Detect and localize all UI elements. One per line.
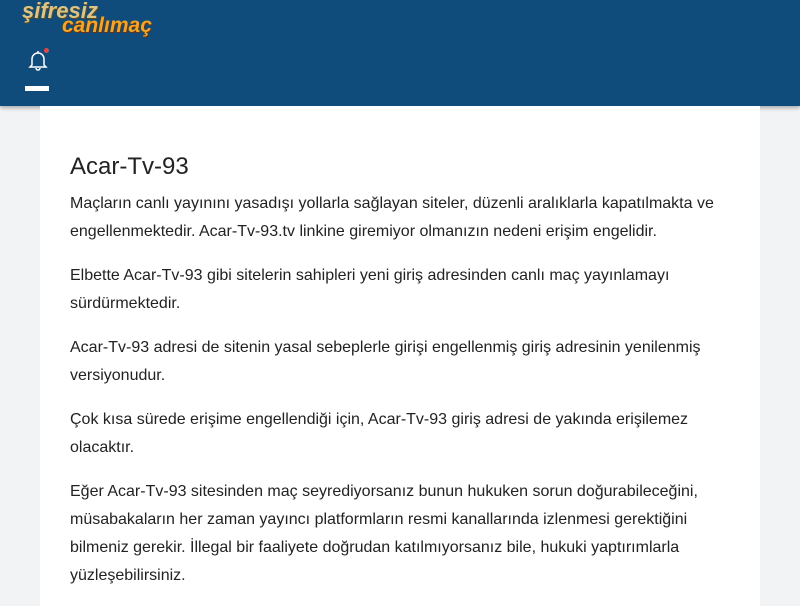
paragraph: Acar-Tv-93 adresi de sitenin yasal sebeplerle girişi engellenmiş giriş adresinin yenilenmiş versiyonudur. (70, 339, 701, 384)
site-logo[interactable] (20, 0, 170, 40)
logo-text-bottom: canlımaç (62, 14, 152, 37)
paragraph: Çok kısa sürede erişime engellendiği için, Acar-Tv-93 giriş adresi de yakında erişilemez olacaktır. (70, 411, 689, 456)
logo-text-top: şifresiz (22, 0, 98, 23)
article-content (70, 190, 730, 606)
paragraph: Elbette Acar-Tv-93 gibi sitelerin sahipleri yeni giriş adresinden canlı maç yayınlamayı sürdürmektedir. (70, 267, 670, 312)
article-title: Acar-Tv-93 (70, 153, 189, 180)
paragraph: Eğer Acar-Tv-93 sitesinden maç seyrediyorsanız bunun hukuken sorun doğurabileceğini, müsabakaların her zaman yayıncı platformların resmi kanallarında izlenmesi gerektiğini bilmeniz gerekir. İllegal bir faaliyete doğrudan katılmıyorsanız bile, hukuki yaptırımlarla yüzleşebilirsiniz. (70, 483, 698, 584)
site-header (0, 0, 800, 106)
notification-dot (44, 48, 49, 53)
menu-toggle-button[interactable] (25, 86, 49, 91)
paragraph: Maçların canlı yayınını yasadışı yollarla sağlayan siteler, düzenli aralıklarla kapatılmakta ve engellenmektedir. Acar-Tv-93.tv linkine giremiyor olmanızın nedeni erişim engelidir. (70, 195, 714, 240)
